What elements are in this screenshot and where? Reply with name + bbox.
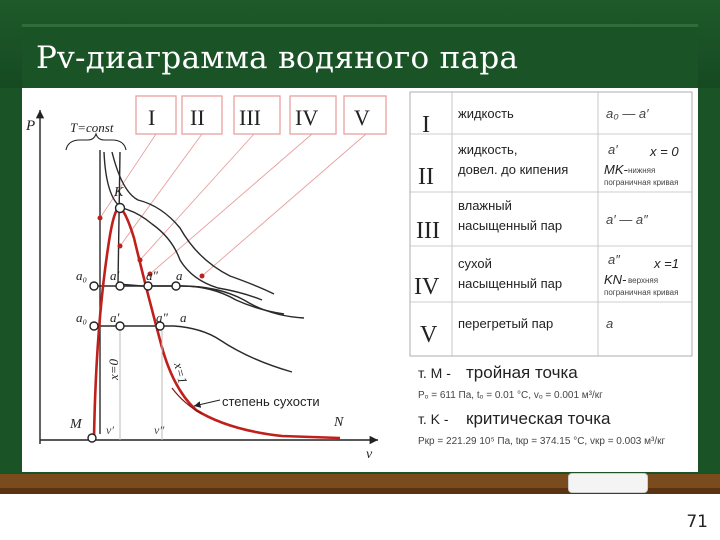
row4-curve-name: KN- xyxy=(604,272,627,287)
v-dprime-label: v″ xyxy=(154,423,165,437)
triple-point-prefix: т. M - xyxy=(418,365,451,381)
triple-point-title: тройная точка xyxy=(466,363,578,382)
isotherm-lower xyxy=(94,326,292,372)
states-table xyxy=(410,92,692,447)
row2-curve-desc1: нижняя xyxy=(628,166,656,175)
row4-state-line2: насыщенный пар xyxy=(458,276,563,291)
point-a0-lower-label: a₀ xyxy=(76,310,88,325)
point-n-label: N xyxy=(334,415,344,430)
critical-point-prefix: т. K - xyxy=(418,411,449,427)
point-aprime-lower-label: a′ xyxy=(110,310,120,325)
row3-state-line2: насыщенный пар xyxy=(458,218,563,233)
v-prime-label: v′ xyxy=(106,423,114,437)
isotherm-upper xyxy=(94,286,304,318)
row2-extra: x = 0 xyxy=(650,144,679,159)
critical-point-title: критическая точка xyxy=(466,409,611,428)
row5-roman: V xyxy=(420,322,438,348)
row2-curve-name: MK- xyxy=(604,162,628,177)
point-a-lower-label: a xyxy=(180,310,187,325)
point-a-upper-label: a xyxy=(176,268,183,283)
point-k-label: K xyxy=(114,185,124,200)
v-axis-label: v xyxy=(366,447,373,462)
zone-label-2: II xyxy=(190,105,205,130)
zone-label-1: I xyxy=(148,105,156,130)
row3-roman: III xyxy=(416,218,440,244)
row4-roman: IV xyxy=(414,274,440,300)
row3-state-line1: влажный xyxy=(458,198,512,213)
zone-pointer-lines xyxy=(100,134,366,276)
x1-curve-label: x=1 xyxy=(171,361,191,386)
t-const-label: T=const xyxy=(70,120,114,135)
zone-label-5: V xyxy=(354,105,370,130)
board-right-edge xyxy=(698,88,720,472)
point-adprime-lower-label: a″ xyxy=(156,310,168,325)
row3-formula: a′ — a″ xyxy=(606,212,648,227)
row1-formula: a₀ — a′ xyxy=(606,106,649,121)
point-aprime-upper-label: a′ xyxy=(110,268,120,283)
row2-formula: a′ xyxy=(608,142,618,157)
row4-state-line1: сухой xyxy=(458,256,492,271)
row1-roman: I xyxy=(422,112,430,138)
board-left-edge xyxy=(0,88,22,472)
p-axis-label: P xyxy=(26,118,36,134)
pv-diagram-svg xyxy=(22,88,698,472)
row5-state: перегретый пар xyxy=(458,316,554,331)
slide-content xyxy=(22,88,698,472)
row4-curve-desc1: верхняя xyxy=(628,276,659,285)
zone-label-4: IV xyxy=(295,105,319,130)
dryness-label: степень сухости xyxy=(222,394,320,409)
critical-point-params: Pкр = 221.29 10⁵ Па, tкр = 374.15 °C, vкр = 0.003 м³/кг xyxy=(418,436,666,447)
row2-roman: II xyxy=(418,164,434,190)
point-m-label: M xyxy=(70,417,82,432)
t-const-brace xyxy=(66,134,126,150)
slide-title: Pv-диаграмма водяного пара xyxy=(36,40,519,76)
row4-extra: x =1 xyxy=(654,256,679,271)
row4-curve-desc2: пограничная кривая xyxy=(604,288,679,297)
x0-curve-label: x=0 xyxy=(106,358,121,380)
row5-formula: a xyxy=(606,316,614,331)
isotherms xyxy=(100,150,284,434)
triple-point-params: Pₒ = 611 Па, tₒ = 0.01 °C, vₒ = 0.001 м³/кг xyxy=(418,390,603,401)
point-adprime-upper-label: a″ xyxy=(146,268,158,283)
slide-number: 71 xyxy=(686,512,708,532)
row2-state-line1: жидкость, xyxy=(458,142,518,157)
row2-state-line2: довел. до кипения xyxy=(458,162,569,177)
zone-label-3: III xyxy=(239,105,261,130)
chalk-stick xyxy=(568,473,648,493)
row2-curve-desc2: пограничная кривая xyxy=(604,178,679,187)
point-a0-upper-label: a₀ xyxy=(76,268,88,283)
row4-formula: a″ xyxy=(608,252,620,267)
dryness-arrow xyxy=(194,400,220,406)
zone-boxes xyxy=(136,96,386,134)
row1-state: жидкость xyxy=(458,106,514,121)
